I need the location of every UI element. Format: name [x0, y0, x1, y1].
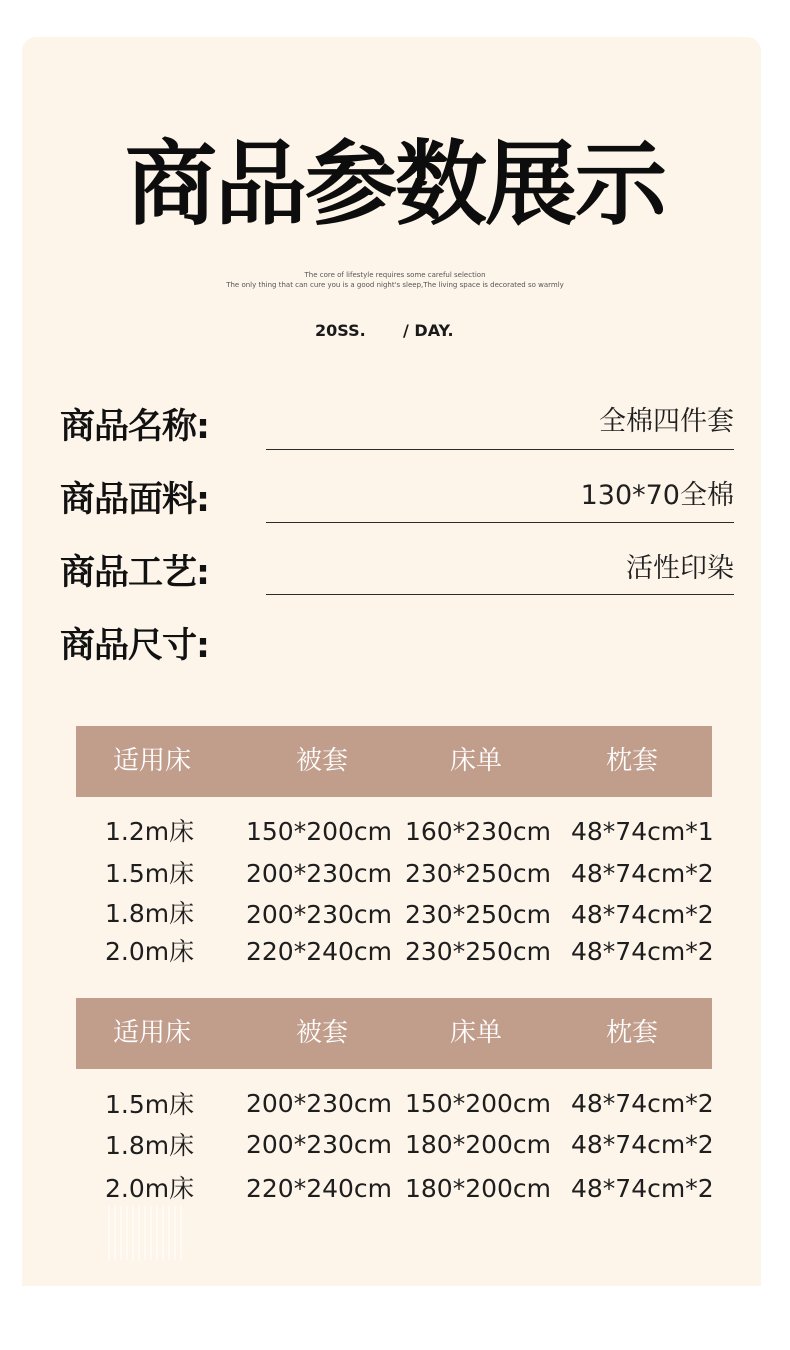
- table-cell: 2.0m床: [105, 1174, 195, 1203]
- param-fabric-label: 商品面料:: [60, 480, 209, 520]
- table-cell: 200*230cm: [246, 1089, 393, 1118]
- param-craft-value: 活性印染: [626, 553, 734, 584]
- header-cell-sheet: 床单: [449, 746, 502, 776]
- table-cell: 200*230cm: [246, 1130, 393, 1159]
- tagline-line-1: The core of lifestyle requires some careful selection: [304, 271, 486, 279]
- param-divider: [266, 594, 734, 595]
- table-cell: 180*200cm: [405, 1174, 552, 1203]
- header-cell-sheet: 床单: [449, 1018, 502, 1048]
- table-cell: 230*250cm: [405, 859, 552, 888]
- param-size-label: 商品尺寸:: [60, 626, 209, 666]
- size-table-2-header: [76, 998, 712, 1069]
- table-cell: 1.5m床: [105, 1090, 195, 1119]
- table-cell: 1.8m床: [105, 1131, 195, 1160]
- table-cell: 48*74cm*2: [571, 1130, 714, 1159]
- table-cell: 150*200cm: [405, 1089, 552, 1118]
- header-cell-bed: 适用床: [112, 1018, 191, 1048]
- table-cell: 180*200cm: [405, 1130, 552, 1159]
- table-cell: 48*74cm*2: [571, 900, 714, 929]
- table-cell: 48*74cm*2: [571, 859, 714, 888]
- table-cell: 200*230cm: [246, 859, 393, 888]
- table-cell: 48*74cm*1: [571, 817, 714, 846]
- table-cell: 160*230cm: [405, 817, 552, 846]
- table-cell: 220*240cm: [246, 1174, 393, 1203]
- param-name-value: 全棉四件套: [599, 406, 734, 437]
- day-label: / DAY.: [403, 321, 454, 340]
- table-cell: 220*240cm: [246, 937, 393, 966]
- header-cell-duvet: 被套: [295, 746, 348, 776]
- tagline-line-2: The only thing that can cure you is a good night's sleep,The living space is decorated so warmly: [226, 281, 564, 289]
- table-cell: 150*200cm: [246, 817, 393, 846]
- table-cell: 230*250cm: [405, 937, 552, 966]
- table-cell: 1.5m床: [105, 859, 195, 888]
- table-cell: 230*250cm: [405, 900, 552, 929]
- table-cell: 200*230cm: [246, 900, 393, 929]
- param-fabric-value: 130*70全棉: [580, 480, 734, 511]
- header-cell-pillowcase: 枕套: [605, 1018, 658, 1048]
- header-cell-bed: 适用床: [112, 746, 191, 776]
- table-cell: 48*74cm*2: [571, 1089, 714, 1118]
- table-cell: 1.2m床: [105, 817, 195, 846]
- param-divider: [266, 522, 734, 523]
- table-cell: 48*74cm*2: [571, 937, 714, 966]
- decorative-stripes: [108, 1206, 186, 1260]
- table-cell: 48*74cm*2: [571, 1174, 714, 1203]
- size-table-1-header: [76, 726, 712, 797]
- season-label: 20SS.: [315, 321, 366, 340]
- header-cell-duvet: 被套: [295, 1018, 348, 1048]
- param-craft-label: 商品工艺:: [60, 553, 209, 593]
- table-cell: 2.0m床: [105, 937, 195, 966]
- param-divider: [266, 449, 734, 450]
- header-cell-pillowcase: 枕套: [605, 746, 658, 776]
- param-name-label: 商品名称:: [60, 407, 209, 447]
- page-title: 商品参数展示: [124, 131, 665, 238]
- table-cell: 1.8m床: [105, 899, 195, 928]
